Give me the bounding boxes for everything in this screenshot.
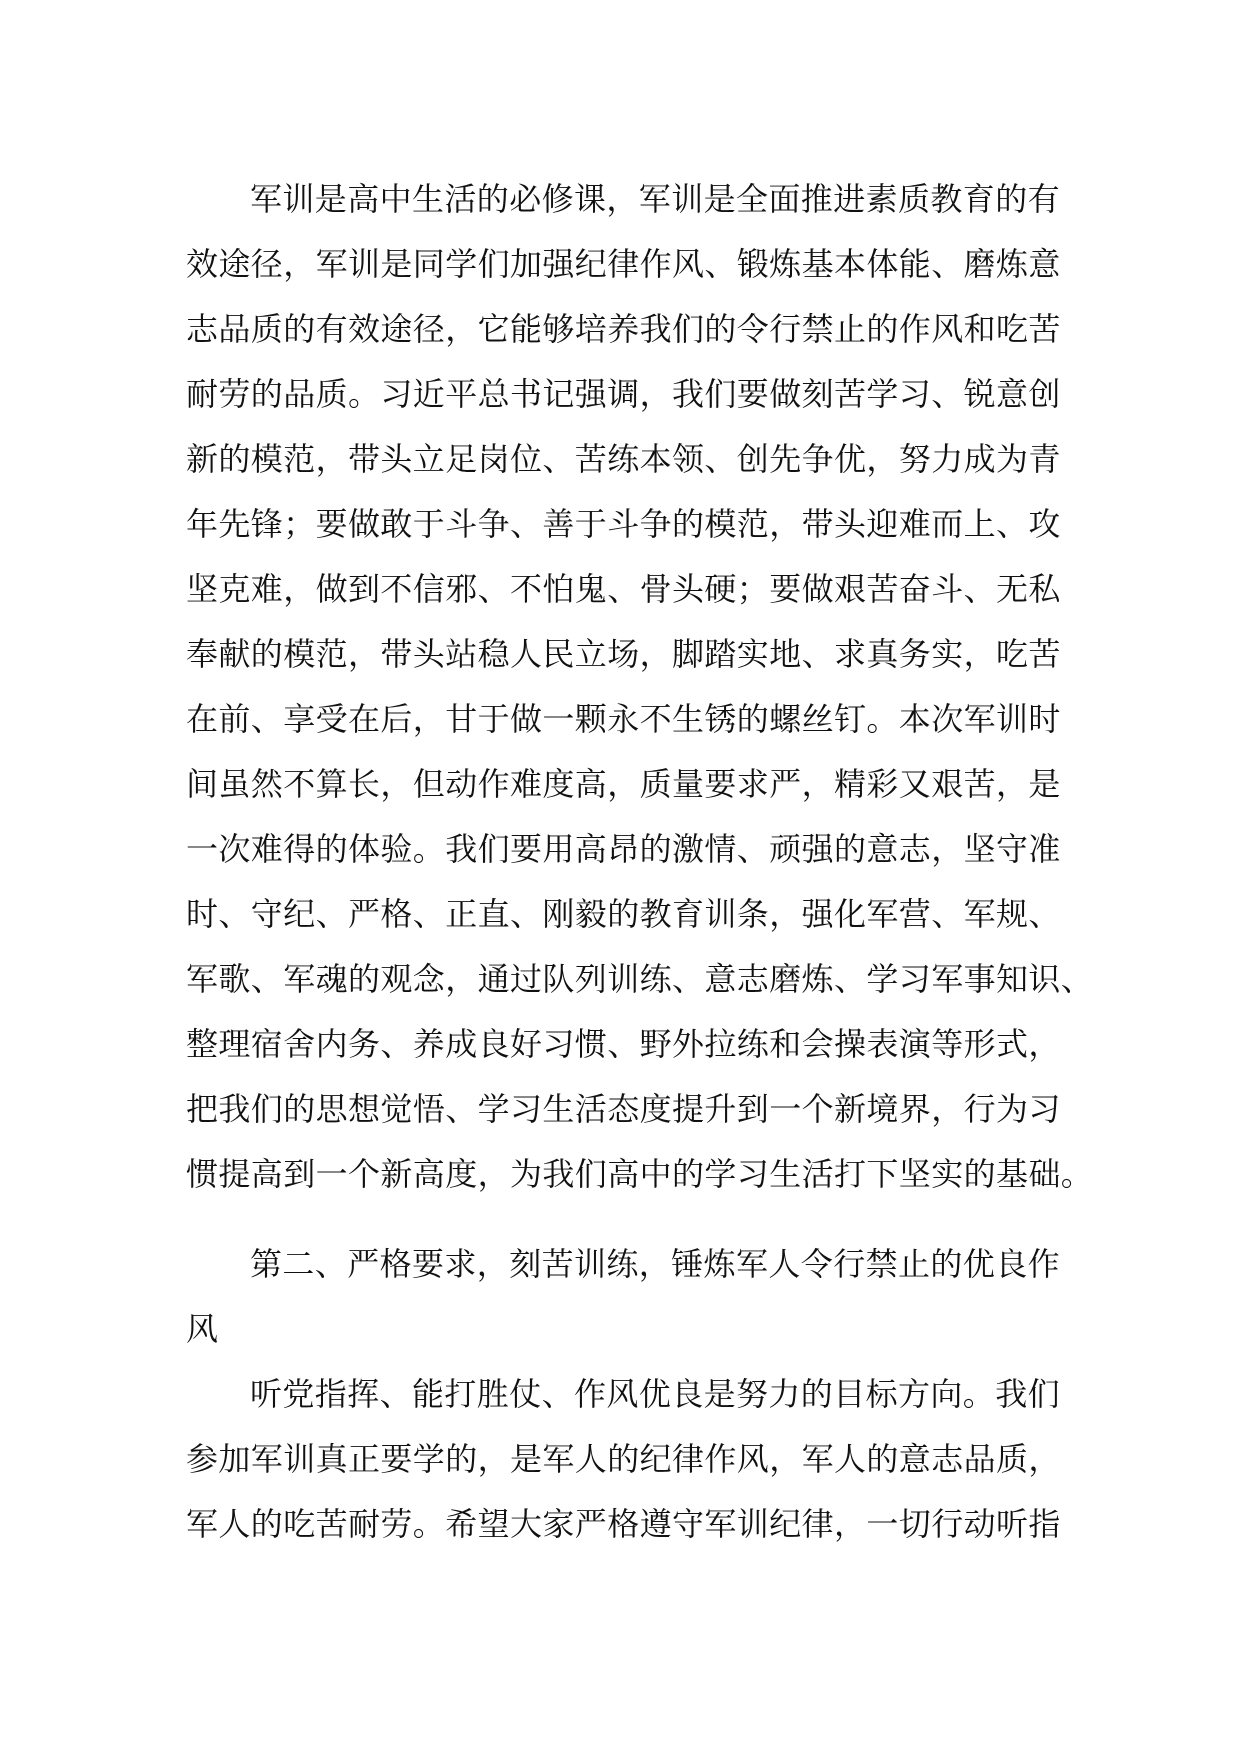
- heading-line: 风: [186, 1310, 219, 1348]
- paragraph-line: 军人的吃苦耐劳。希望大家严格遵守军训纪律，一切行动听指: [186, 1505, 1061, 1543]
- paragraph-line: 时、守纪、严格、正直、刚毅的教育训条，强化军营、军规、: [186, 895, 1061, 933]
- paragraph-line: 军训是高中生活的必修课，军训是全面推进素质教育的有: [250, 180, 1061, 218]
- paragraph-line: 新的模范，带头立足岗位、苦练本领、创先争优，努力成为青: [186, 440, 1061, 478]
- paragraph-line: 听党指挥、能打胜仗、作风优良是努力的目标方向。我们: [250, 1375, 1061, 1413]
- paragraph-line: 一次难得的体验。我们要用高昂的激情、顽强的意志，坚守准: [186, 830, 1061, 868]
- paragraph-line: 在前、享受在后，甘于做一颗永不生锈的螺丝钉。本次军训时: [186, 700, 1061, 738]
- paragraph-line: 效途径，军训是同学们加强纪律作风、锻炼基本体能、磨炼意: [186, 245, 1061, 283]
- paragraph-line: 把我们的思想觉悟、学习生活态度提升到一个新境界，行为习: [186, 1090, 1061, 1128]
- paragraph-line: 奉献的模范，带头站稳人民立场，脚踏实地、求真务实，吃苦: [186, 635, 1061, 673]
- paragraph-line: 军歌、军魂的观念，通过队列训练、意志磨炼、学习军事知识、: [186, 960, 1094, 998]
- paragraph-line: 间虽然不算长，但动作难度高，质量要求严，精彩又艰苦，是: [186, 765, 1061, 803]
- paragraph-line: 耐劳的品质。习近平总书记强调，我们要做刻苦学习、锐意创: [186, 375, 1061, 413]
- paragraph-line: 坚克难，做到不信邪、不怕鬼、骨头硬；要做艰苦奋斗、无私: [186, 570, 1061, 608]
- section-heading-second: [186, 1232, 1062, 1362]
- paragraph-obey-party: [186, 1362, 1062, 1557]
- paragraph-line: 惯提高到一个新高度，为我们高中的学习生活打下坚实的基础。: [186, 1155, 1094, 1193]
- paragraph-military-training: [186, 167, 1094, 1207]
- paragraph-line: 志品质的有效途径，它能够培养我们的令行禁止的作风和吃苦: [186, 310, 1061, 348]
- paragraph-line: 整理宿舍内务、养成良好习惯、野外拉练和会操表演等形式，: [186, 1025, 1061, 1063]
- paragraph-line: 参加军训真正要学的，是军人的纪律作风，军人的意志品质，: [186, 1440, 1061, 1478]
- heading-line: 第二、严格要求，刻苦训练，锤炼军人令行禁止的优良作: [250, 1245, 1061, 1283]
- paragraph-line: 年先锋；要做敢于斗争、善于斗争的模范，带头迎难而上、攻: [186, 505, 1061, 543]
